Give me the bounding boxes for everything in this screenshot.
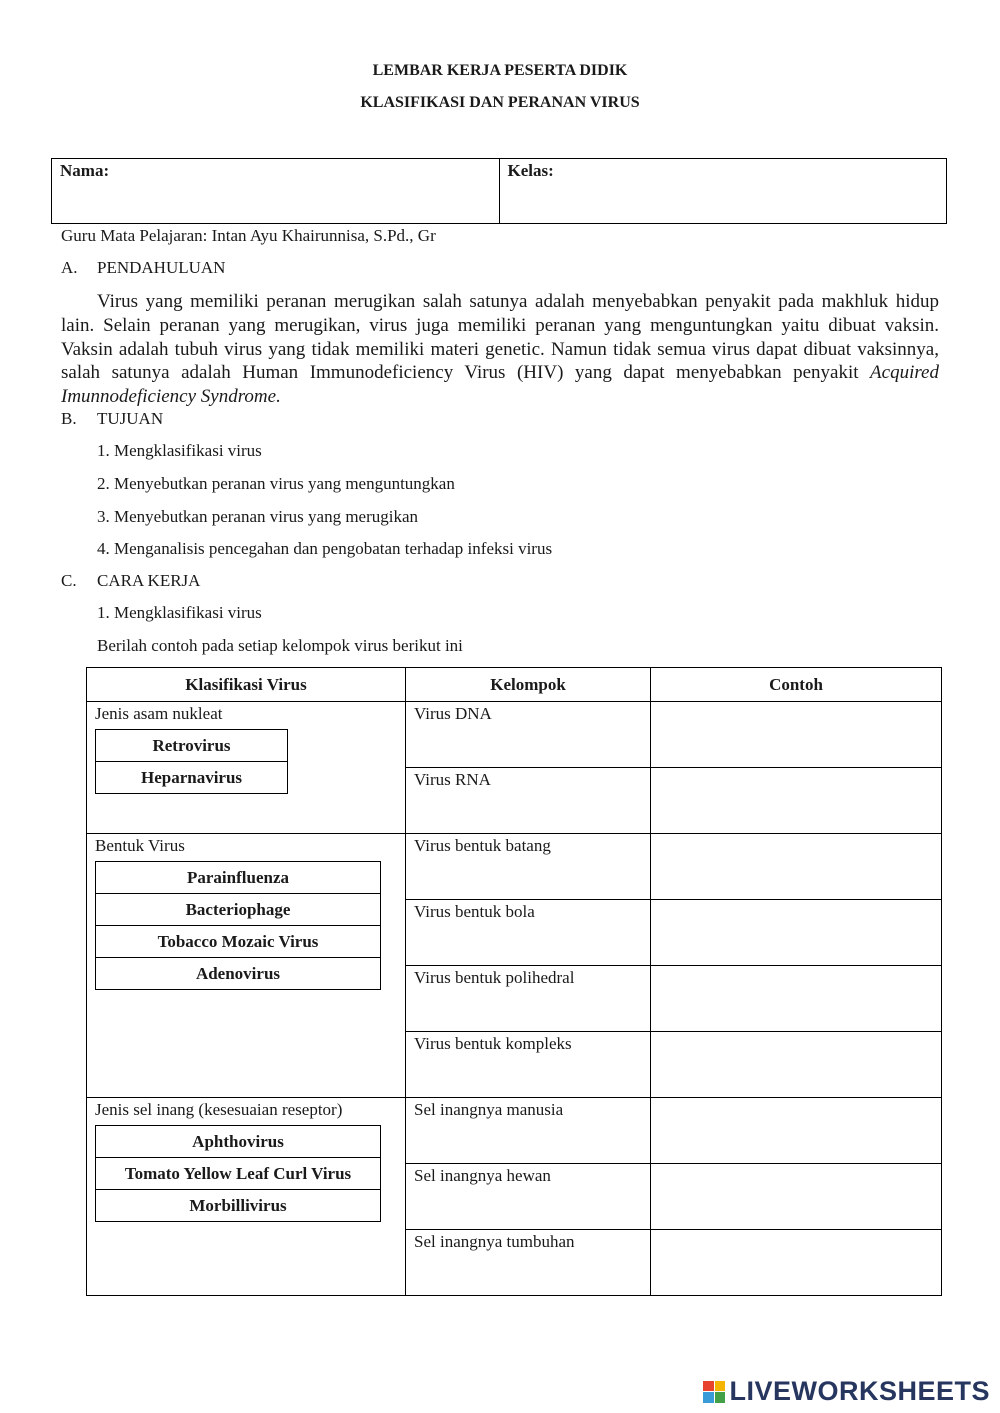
option-chip[interactable]: Tobacco Mozaic Virus: [96, 926, 381, 958]
answer-drop-zone[interactable]: [651, 1230, 942, 1296]
liveworksheets-logo-icon: [703, 1381, 725, 1403]
option-chip[interactable]: Bacteriophage: [96, 894, 381, 926]
option-list: [95, 729, 288, 794]
option-list: [95, 861, 381, 990]
option-list: [95, 1125, 381, 1222]
kelompok-cell: Virus bentuk kompleks: [406, 1032, 651, 1098]
answer-drop-zone[interactable]: [651, 834, 942, 900]
section-a-title: PENDAHULUAN: [97, 258, 226, 277]
table-row: [87, 702, 942, 768]
kelompok-cell: Virus bentuk bola: [406, 900, 651, 966]
section-c-heading: [61, 571, 200, 591]
table-row: [87, 834, 942, 900]
answer-drop-zone[interactable]: [651, 1032, 942, 1098]
kelompok-cell: Sel inangnya tumbuhan: [406, 1230, 651, 1296]
header-klasifikasi: Klasifikasi Virus: [87, 668, 406, 702]
intro-text: Virus yang memiliki peranan merugikan salah satunya adalah menyebabkan penyakit pada makhluk hidup lain. Selain peranan yang merugikan, virus juga memiliki peranan yang menguntungkan yaitu dibuat vaksin. Vaksin adalah tubuh virus yang tidak memiliki materi genetic. Namun tidak semua virus dapat dibuat vaksinnya, salah satunya adalah Human Immunodeficiency Virus (HIV) yang dapat menyebabkan penyakit: [61, 291, 939, 384]
answer-drop-zone[interactable]: [651, 768, 942, 834]
option-chip[interactable]: Tomato Yellow Leaf Curl Virus: [96, 1158, 381, 1190]
group-label: Jenis asam nukleat: [95, 704, 223, 723]
section-b-heading: [61, 409, 163, 429]
section-c-letter: C.: [61, 571, 77, 590]
answer-drop-zone[interactable]: [651, 1098, 942, 1164]
answer-drop-zone[interactable]: [651, 900, 942, 966]
kelompok-cell: Virus bentuk polihedral: [406, 966, 651, 1032]
intro-italic-text: Acquired Imunnodeficiency Syndrome.: [61, 362, 939, 408]
kelompok-cell: Virus DNA: [406, 702, 651, 768]
option-chip[interactable]: Parainfluenza: [96, 862, 381, 894]
table-row: [87, 1098, 942, 1164]
option-chip[interactable]: Retrovirus: [96, 730, 288, 762]
objective-item: 3. Menyebutkan peranan virus yang merugikan: [97, 507, 419, 526]
class-label: Kelas:: [507, 161, 554, 180]
section-a-letter: A.: [61, 258, 78, 277]
group-cell-shape: [87, 834, 406, 1098]
instruction-text: Berilah contoh pada setiap kelompok virus berikut ini: [97, 636, 463, 655]
student-id-box: [51, 158, 947, 224]
section-b-letter: B.: [61, 409, 77, 428]
section-b-title: TUJUAN: [97, 409, 164, 428]
table-header-row: [87, 668, 942, 702]
group-cell-nucleic-acid: [87, 702, 406, 834]
group-cell-host: [87, 1098, 406, 1296]
liveworksheets-logo-text: LIVEWORKSHEETS: [729, 1376, 990, 1406]
class-field[interactable]: [499, 159, 947, 223]
objective-item: 2. Menyebutkan peranan virus yang menguntungkan: [97, 474, 455, 493]
kelompok-cell: Virus RNA: [406, 768, 651, 834]
name-field[interactable]: [52, 159, 499, 223]
teacher-line: Guru Mata Pelajaran: Intan Ayu Khairunnisa, S.Pd., Gr: [61, 226, 436, 245]
kelompok-cell: Virus bentuk batang: [406, 834, 651, 900]
group-label: Bentuk Virus: [95, 836, 185, 855]
header-kelompok: Kelompok: [406, 668, 651, 702]
group-label: Jenis sel inang (kesesuaian reseptor): [95, 1100, 343, 1119]
name-label: Nama:: [60, 161, 110, 180]
option-chip[interactable]: Heparnavirus: [96, 762, 288, 794]
option-chip[interactable]: Adenovirus: [96, 958, 381, 990]
objective-item: 1. Mengklasifikasi virus: [97, 441, 262, 460]
objective-item: 4. Menganalisis pencegahan dan pengobatan terhadap infeksi virus: [97, 539, 553, 558]
step-label: 1. Mengklasifikasi virus: [97, 603, 262, 622]
option-chip[interactable]: Morbillivirus: [96, 1190, 381, 1222]
kelompok-cell: Sel inangnya hewan: [406, 1164, 651, 1230]
section-a-heading: [61, 258, 225, 278]
intro-paragraph: [61, 290, 939, 409]
classification-table: [86, 667, 942, 1296]
answer-drop-zone[interactable]: [651, 1164, 942, 1230]
worksheet-subtitle: KLASIFIKASI DAN PERANAN VIRUS: [360, 94, 640, 111]
liveworksheets-logo: [703, 1376, 990, 1407]
header-contoh: Contoh: [651, 668, 942, 702]
answer-drop-zone[interactable]: [651, 702, 942, 768]
option-chip[interactable]: Aphthovirus: [96, 1126, 381, 1158]
section-c-title: CARA KERJA: [97, 571, 201, 590]
worksheet-title: LEMBAR KERJA PESERTA DIDIK: [372, 62, 628, 79]
kelompok-cell: Sel inangnya manusia: [406, 1098, 651, 1164]
answer-drop-zone[interactable]: [651, 966, 942, 1032]
